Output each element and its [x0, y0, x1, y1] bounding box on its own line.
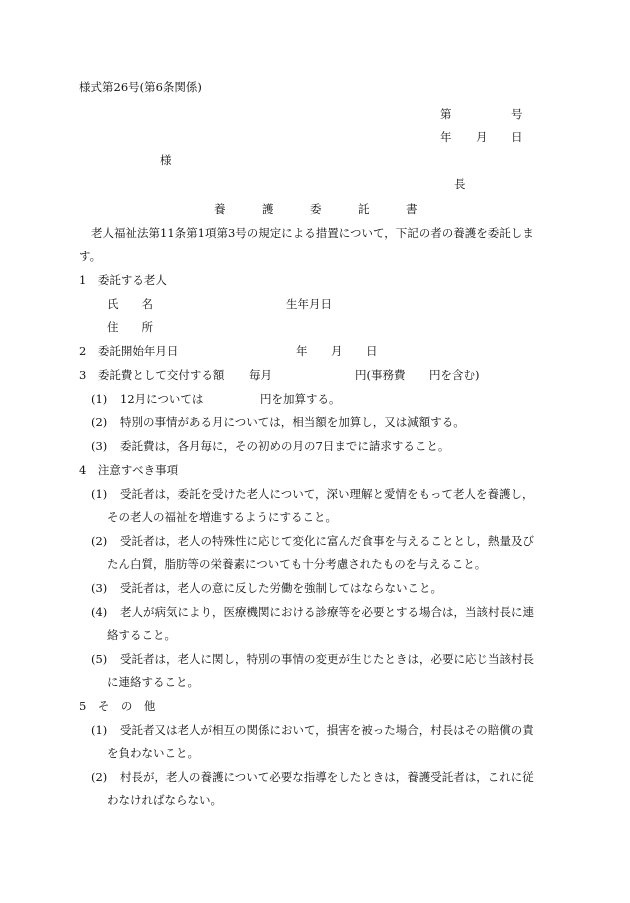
item-text: 受託者は，委託を受けた老人について，深い理解と愛情をもって老人を養護し，: [120, 487, 534, 501]
item-number: (1): [91, 392, 108, 406]
section4-heading: 4 注意すべき事項: [79, 463, 179, 477]
date-month: 月: [476, 130, 488, 144]
item-text: 受託者は，老人に関し，特別の事情の変更が生じたときは，必要に応じ当該村長: [120, 652, 534, 666]
title-char: 養: [214, 202, 226, 216]
item-number: (4): [91, 605, 108, 619]
item-text: 受託者は，老人の特殊性に応じて変化に富んだ食事を与えることとし，熱量及び: [120, 534, 534, 548]
title-char: 護: [262, 202, 274, 216]
item-text: 受託者は，老人の意に反した労働を強制してはならないこと。: [120, 581, 442, 595]
item-number: (1): [91, 723, 108, 737]
start-month: 月: [331, 344, 343, 358]
item-text: 受託者又は老人が相互の関係において，損害を被った場合，村長はその賠償の責: [120, 723, 534, 737]
section2-heading: 2 委託開始年月日: [79, 344, 179, 358]
issuer-suffix: 長: [454, 177, 466, 191]
section3-heading: 3 委託費として交付する額: [79, 368, 225, 382]
item-text: 村長が，老人の養護について必要な指導をしたときは，養護受託者は，これに従: [120, 770, 534, 784]
start-year: 年: [296, 344, 308, 358]
item-text: に連絡すること。: [107, 675, 199, 689]
item-number: (3): [91, 439, 108, 453]
item-text: 円を加算する。: [260, 392, 341, 406]
start-day: 日: [366, 344, 378, 358]
title-char: 委: [310, 202, 322, 216]
monthly-label: 毎月: [249, 368, 272, 382]
birth-label: 生年月日: [286, 297, 332, 311]
form-number: 様式第26号(第6条関係): [79, 80, 202, 94]
item-text: 老人が病気により，医療機関における診療等を必要とする場合は，当該村長に連: [120, 605, 534, 619]
addressee-suffix: 様: [160, 153, 172, 167]
item-number: (2): [91, 415, 108, 429]
address-label: 住 所: [107, 320, 153, 334]
title-char: 託: [358, 202, 370, 216]
item-text: その老人の福祉を増進するようにすること。: [107, 510, 337, 524]
yen-included: 円を含む): [429, 368, 480, 382]
item-text: たん白質，脂肪等の栄養素についても十分考慮されたものを与えること。: [107, 557, 487, 571]
yen-office-fee: 円(事務費: [355, 368, 406, 382]
item-text: 委託費は，各月毎に，その初めの月の7日までに請求すること。: [120, 439, 450, 453]
date-day: 日: [511, 130, 523, 144]
item-text: を負わないこと。: [107, 746, 199, 760]
item-text: 絡すること。: [107, 628, 176, 642]
item-number: (2): [91, 534, 108, 548]
document-title: [214, 202, 454, 216]
item-text: 12月については: [120, 392, 204, 406]
intro-line: 老人福祉法第11条第1項第3号の規定による措置について，下記の者の養護を委託しま: [91, 226, 534, 240]
doc-no-prefix: 第: [440, 107, 452, 121]
section1-heading: 1 委託する老人: [79, 273, 167, 287]
intro-line: す。: [79, 249, 102, 263]
item-text: わなければならない。: [107, 793, 222, 807]
item-number: (2): [91, 770, 108, 784]
section5-heading: 5 そ の 他: [79, 699, 156, 713]
doc-no-suffix: 号: [511, 107, 523, 121]
item-number: (5): [91, 652, 108, 666]
name-label: 氏 名: [107, 297, 153, 311]
title-char: 書: [406, 202, 418, 216]
item-number: (1): [91, 487, 108, 501]
item-number: (3): [91, 581, 108, 595]
date-year: 年: [440, 130, 452, 144]
item-text: 特別の事情がある月については，相当額を加算し，又は減額する。: [120, 415, 465, 429]
